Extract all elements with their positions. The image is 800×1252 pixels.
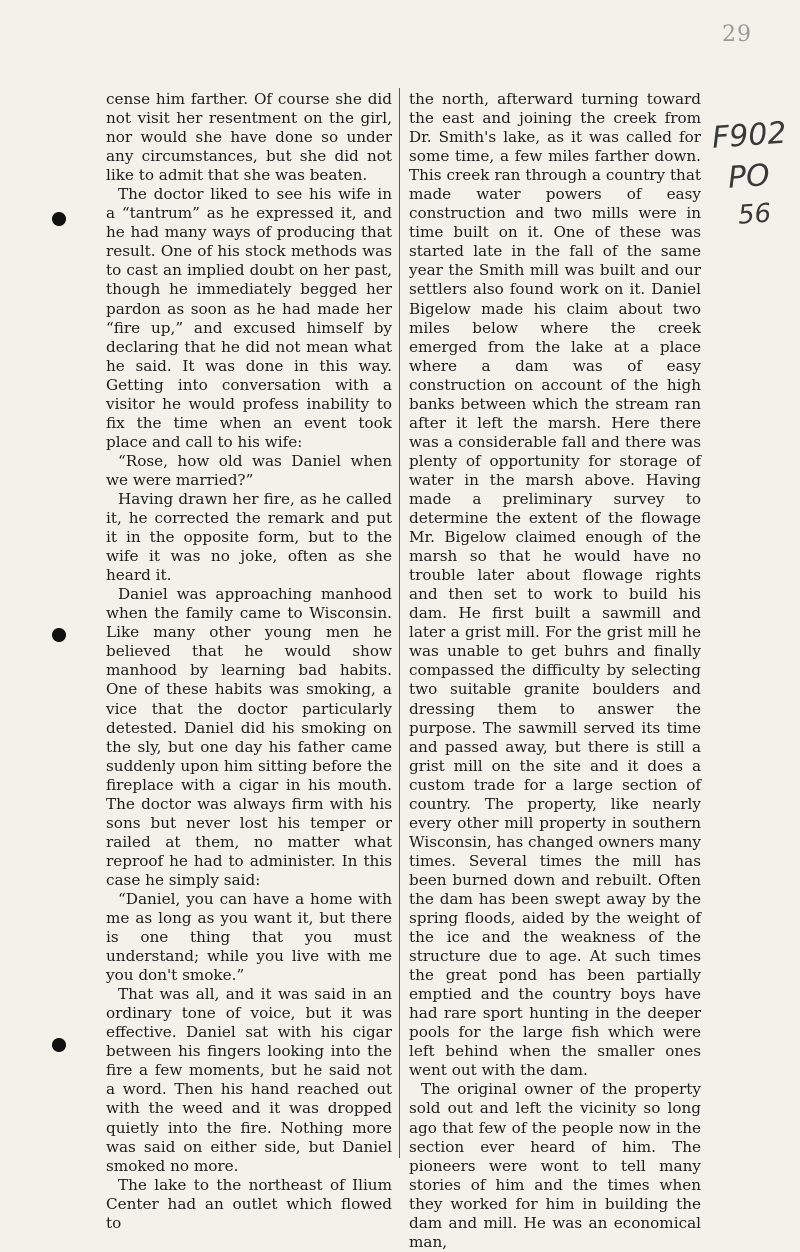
paragraph: That was all, and it was said in an ordinary tone of voice, but it was effective. Daniel sat with his cigar between his fingers looking into the fire a few moments, but he said not a word. Then his hand reached out with the weed and it was dropped quietly into the fire. Nothing more was said on either side, but Daniel smoked no more. (106, 985, 392, 1175)
paragraph: The doctor liked to see his wife in a “tantrum” as he expressed it, and he had many ways of producing that result. One of his stock methods was to cast an implied doubt on her past, though he immediately begged her pardon as soon as he had made her “fire up,” and excused himself by declaring that he did not mean what he said. It was done in this way. Getting into conversation with a visitor he would profess inability to fix the time when an event took place and call to his wife: (106, 185, 392, 451)
paragraph: cense him farther. Of course she did not visit her resentment on the girl, nor would she have done so under any circumstances, but she did not like to admit that she was beaten. (106, 90, 392, 185)
binder-hole-mark (52, 212, 66, 226)
paragraph: Daniel was approaching manhood when the family came to Wisconsin. Like many other young men he believed that he would show manhood by learning bad habits. One of these habits was smoking, a vice that the doctor particularly detested. Daniel did his smoking on the sly, but one day his father came suddenly upon him sitting before the fireplace with a cigar in his mouth. The doctor was always firm with his sons but never lost his temper or railed at them, no matter what reproof he had to administer. In this case he simply said: (106, 585, 392, 889)
paragraph: the north, afterward turning toward the east and joining the creek from Dr. Smith's lake, as it was called for some time, a few miles farther down. This creek ran through a country that made water powers of easy construction and two mills were in time built on it. One of these was started late in the fall of the same year the Smith mill was built and our settlers also found work on it. Daniel Bigelow made his claim about two miles below where the creek emerged from the lake at a place where a dam was of easy construction on account of the high banks between which the stream ran after it left the marsh. Here there was a considerable fall and there was plenty of opportunity for storage of water in the marsh above. Having made a preliminary survey to determine the extent of the flowage Mr. Bigelow claimed enough of the marsh so that he would have no trouble later about flowage rights and then set to work to build his dam. He first built a sawmill and later a grist mill. For the grist mill he was unable to get buhrs and finally compassed the difficulty by selecting two suitable granite boulders and dressing them to answer the purpose. The sawmill served its time and passed away, but there is still a grist mill on the site and it does a custom trade for a large section of country. The property, like nearly every other mill property in southern Wisconsin, has changed owners many times. Several times the mill has been burned down and rebuilt. Often the dam has been swept away by the spring floods, aided by the weight of the ice and the weakness of the structure due to age. At such times the great pond has been partially emptied and the country boys have had rare sport hunting in the deeper pools for the large fish which were left behind when the smaller ones went out with the dam. (409, 90, 701, 1080)
handwritten-annotation: 56 (737, 198, 773, 231)
paragraph: The lake to the northeast of Ilium Center had an outlet which flowed to (106, 1175, 392, 1232)
paragraph: “Daniel, you can have a home with me as long as you want it, but there is one thing that you must understand; while you live with me you don't smoke.” (106, 889, 392, 985)
right-column (409, 90, 701, 1252)
binder-hole-mark (52, 1038, 66, 1052)
paragraph: The original owner of the property sold out and left the vicinity so long ago that few of the people now in the section ever heard of him. The pioneers were wont to tell many stories of him and the times when they worked for him in building the dam and mill. He was an economical man, (409, 1080, 701, 1251)
binder-hole-mark (52, 628, 66, 642)
paragraph: Having drawn her fire, as he called it, he corrected the remark and put it in the opposite form, but to the wife it was no joke, often as she heard it. (106, 489, 392, 585)
handwritten-annotation: F902 (710, 115, 788, 156)
handwritten-annotation: PO (726, 157, 771, 196)
page-number: 29 (722, 22, 752, 47)
left-column (106, 90, 392, 1233)
paragraph: “Rose, how old was Daniel when we were married?” (106, 451, 392, 489)
column-divider (399, 88, 400, 1158)
